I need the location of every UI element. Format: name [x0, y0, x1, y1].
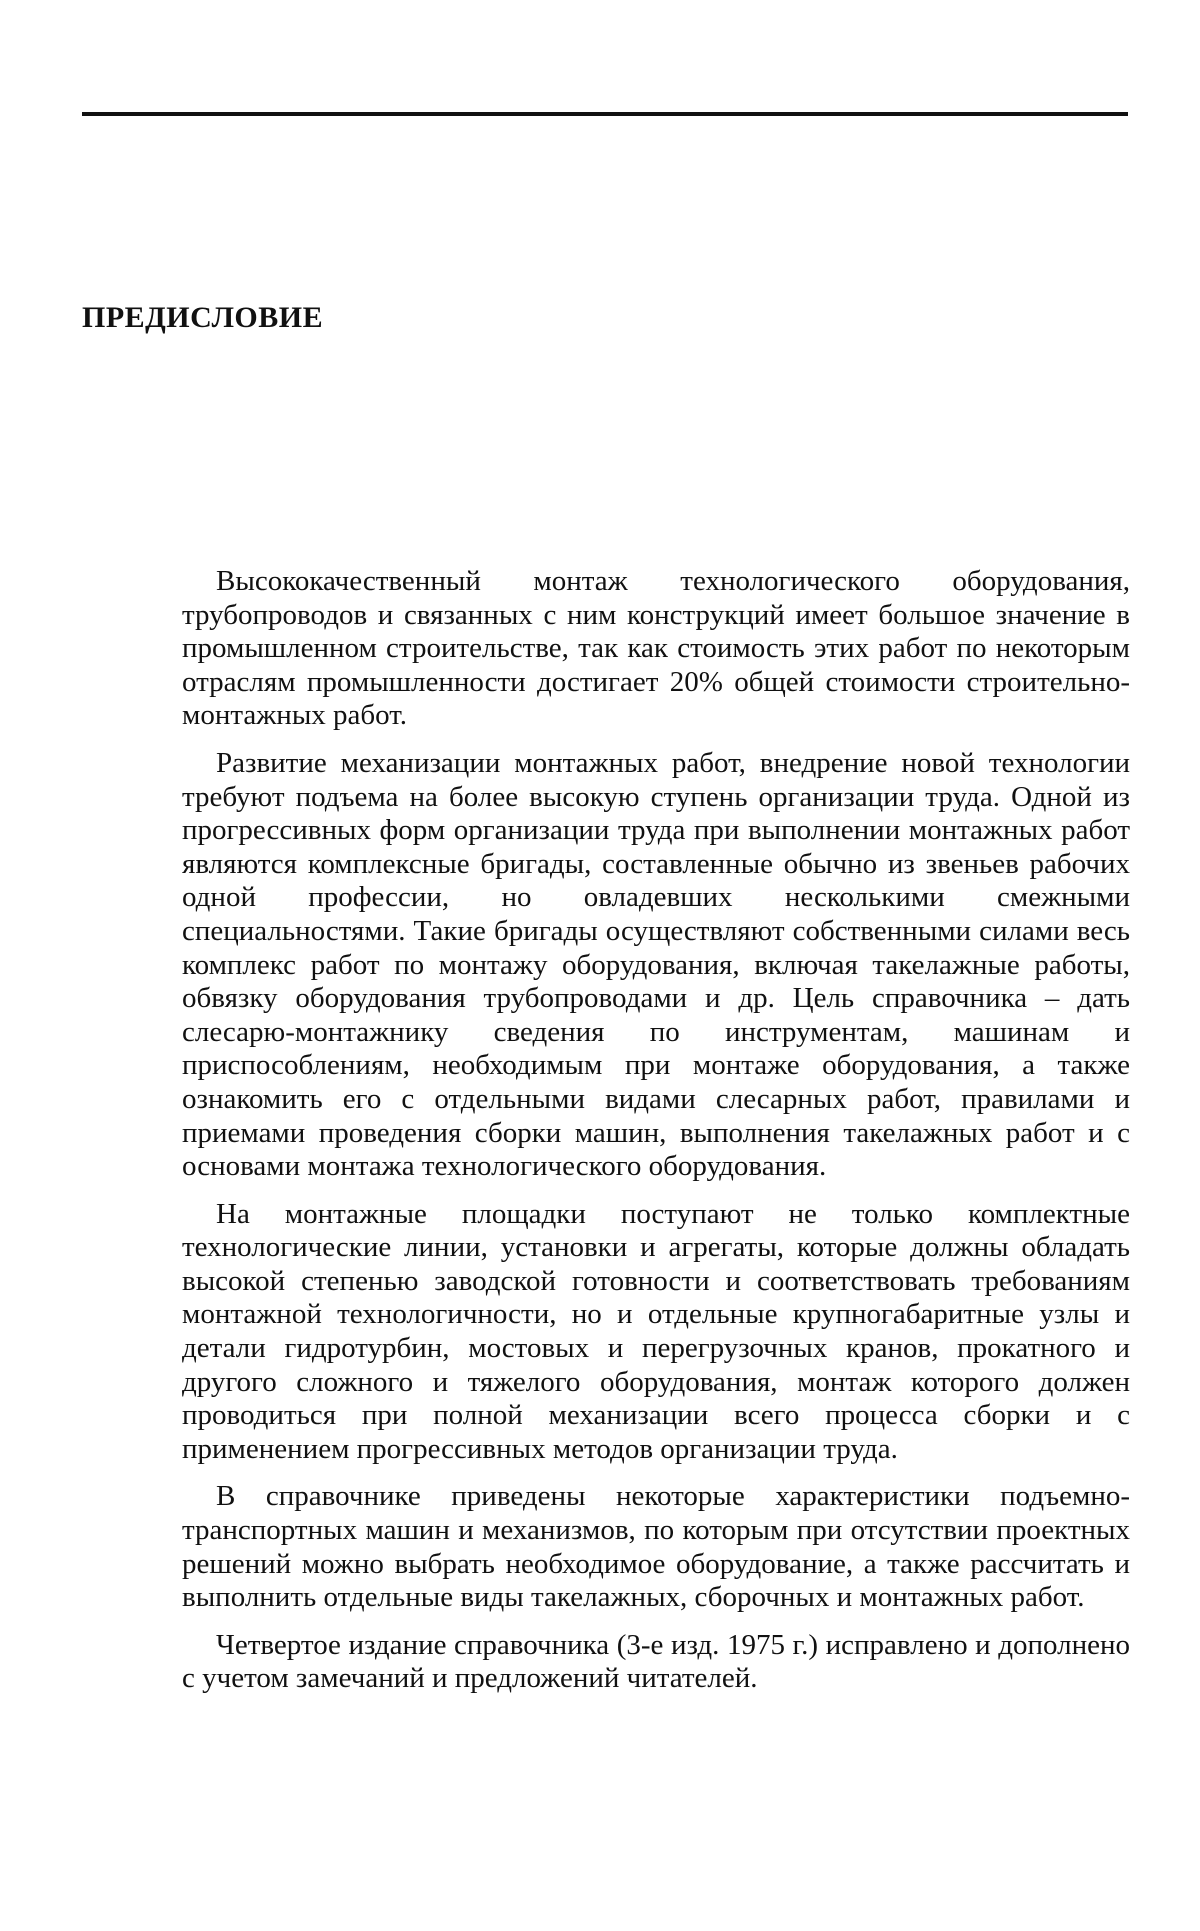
- paragraph-5: Четвертое издание справочника (3-е изд. 1975 г.) исправлено и дополнено с учетом замечаний и предложений читателей.: [182, 1628, 1130, 1695]
- body-text: [182, 565, 1130, 1710]
- page-heading: ПРЕДИСЛОВИЕ: [82, 301, 324, 334]
- paragraph-1: Высококачественный монтаж технологического оборудования, трубопроводов и связанных с ним конструкций имеет большое значение в промышленном строительстве, так как стоимость этих работ по некоторым отраслям промышленности достигает 20% общей стоимости строительно-монтажных работ.: [182, 565, 1130, 732]
- top-rule: [82, 112, 1128, 116]
- paragraph-2: Развитие механизации монтажных работ, внедрение новой технологии требуют подъема на более высокую ступень организации труда. Одной из прогрессивных форм организации труда при выполнении монтажных работ являются комплексные бригады, составленные обычно из звеньев рабочих одной профессии, но овладевших несколькими смежными специальностями. Такие бригады осуществляют собственными силами весь комплекс работ по монтажу оборудования, включая такелажные работы, обвязку оборудования трубопроводами и др. Цель справочника – дать слесарю-монтажнику сведения по инструментам, машинам и приспособлениям, необходимым при монтаже оборудования, а также ознакомить его с отдельными видами слесарных работ, правилами и приемами проведения сборки машин, выполнения такелажных работ и с основами монтажа технологического оборудования.: [182, 746, 1130, 1183]
- paragraph-4: В справочнике приведены некоторые характеристики подъемно-транспортных машин и механизмов, по которым при отсутствии проектных решений можно выбрать необходимое оборудование, а также рассчитать и выполнить отдельные виды такелажных, сборочных и монтажных работ.: [182, 1480, 1130, 1614]
- paragraph-3: На монтажные площадки поступают не только комплектные технологические линии, установки и агрегаты, которые должны обладать высокой степенью заводской готовности и соответствовать требованиям монтажной технологичности, но и отдельные крупногабаритные узлы и детали гидротурбин, мостовых и перегрузочных кранов, прокатного и другого сложного и тяжелого оборудования, монтаж которого должен проводиться при полной механизации всего процесса сборки и с применением прогрессивных методов организации труда.: [182, 1197, 1130, 1465]
